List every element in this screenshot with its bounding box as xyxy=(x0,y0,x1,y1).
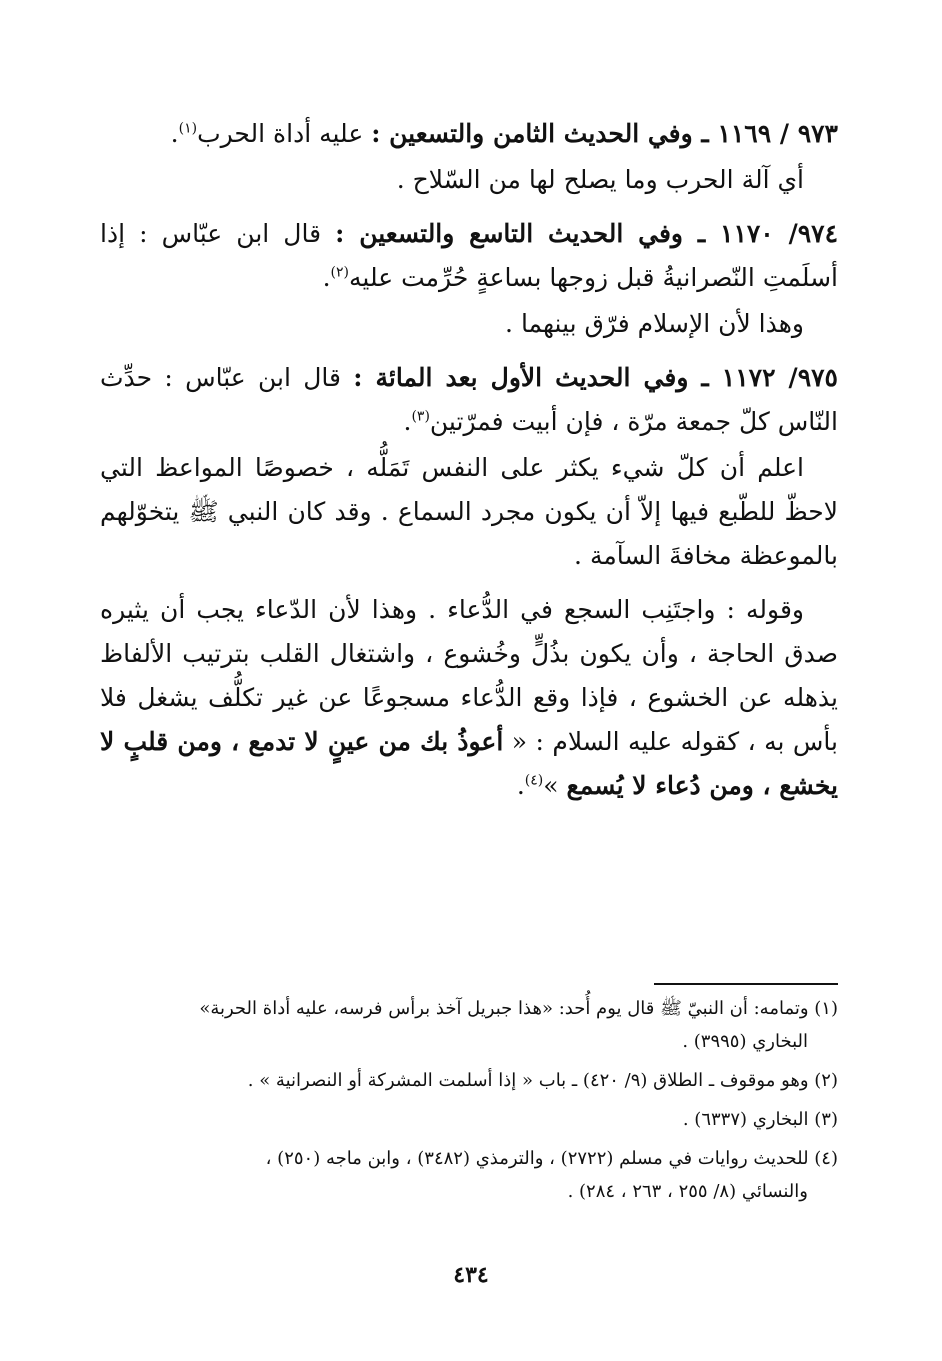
hadith-973-text: عليه أداة الحرب xyxy=(197,119,364,148)
footnote-ref-2[interactable]: (٢) xyxy=(330,264,350,281)
footnote-1-cont: البخاري (٣٩٩٥) . xyxy=(682,1031,808,1052)
main-text xyxy=(100,112,838,818)
hadith-975-text: قال ابن عبّاس : حدِّث النّاس كلّ جمعة مرّة ، فإن أبيت فمرّتين xyxy=(100,363,838,436)
commentary-975-a xyxy=(100,446,838,578)
hadith-974 xyxy=(100,212,838,300)
footnotes xyxy=(100,992,838,1214)
hadith-974-end: . xyxy=(322,263,331,292)
commentary-975-a-text: اعلم أن كلّ شيء يكثر على النفس تَمَلُّه ، خصوصًا المواعظ التي لاحظّ للطّبع فيها إلاّ أن يكون مجرد السماع . وقد كان النبي ﷺ يتخوّلهم بالموعظة مخافةَ السآمة . xyxy=(100,453,838,570)
hadith-975 xyxy=(100,356,838,444)
footnote-1-text: (١) وتمامه: أن النبيّ ﷺ قال يوم أُحد: «هذا جبريل آخذ برأس فرسه، عليه أداة الحربة» xyxy=(199,998,838,1019)
footnote-1 xyxy=(100,992,838,1058)
footnote-4-text: (٤) للحديث روايات في مسلم (٢٧٢٢) ، والترمذي (٣٤٨٢) ، وابن ماجه (٢٥٠) ، xyxy=(265,1148,838,1169)
footnote-4-cont: والنسائي (٨/ ٢٥٥ ، ٢٦٣ ، ٢٨٤) . xyxy=(567,1181,808,1202)
footnote-ref-4[interactable]: (٤) xyxy=(524,772,544,789)
footnote-divider xyxy=(654,983,838,985)
commentary-974 xyxy=(100,302,838,346)
footnote-ref-3[interactable]: (٣) xyxy=(411,408,430,425)
commentary-975-b-end: . xyxy=(516,771,525,800)
hadith-973-end: . xyxy=(170,119,179,148)
hadith-974-heading: ٩٧٤/ ١١٧٠ ـ وفي الحديث التاسع والتسعين : xyxy=(335,219,839,248)
hadith-973 xyxy=(100,112,838,156)
hadith-975-heading: ٩٧٥/ ١١٧٢ ـ وفي الحديث الأول بعد المائة : xyxy=(353,363,838,392)
commentary-973 xyxy=(100,158,838,202)
commentary-973-text: أي آلة الحرب وما يصلح لها من السّلاح . xyxy=(396,165,804,194)
footnote-4 xyxy=(100,1142,838,1208)
commentary-975-b xyxy=(100,588,838,808)
commentary-975-b-text: وقوله : واجتَنِب السجع في الدُّعاء . وهذا لأن الدّعاء يجب أن يثيره صدق الحاجة ، وأن يكون بذُلٍّ وخُشوع ، واشتغال القلب بترتيب الألفاظ يذهله عن الخشوع ، فإذا وقع الدُّعاء مسجوعًا عن غير تكلُّف يشغل فلا بأس به ، كقوله عليه السلام : « xyxy=(100,595,838,756)
footnote-3-text: (٣) البخاري (٦٣٣٧) . xyxy=(682,1109,838,1130)
hadith-975-end: . xyxy=(403,407,412,436)
footnote-3 xyxy=(100,1103,838,1136)
footnote-2-text: (٢) وهو موقوف ـ الطلاق (٩/ ٤٢٠) ـ باب « إذا أسلمت المشركة أو النصرانية » . xyxy=(247,1070,838,1091)
prophetic-quote: أعوذُ بك من عينٍ لا تدمع ، ومن قلبٍ لا يخشع ، ومن دُعاء لا يُسمع xyxy=(100,727,838,800)
hadith-973-heading: ٩٧٣ / ١١٦٩ ـ وفي الحديث الثامن والتسعين : xyxy=(371,119,838,148)
page-number: ٤٣٤ xyxy=(453,1262,489,1288)
footnote-ref-1[interactable]: (١) xyxy=(178,120,198,137)
commentary-974-text: وهذا لأن الإسلام فرّق بينهما . xyxy=(505,309,804,338)
quote-close: » xyxy=(543,771,559,800)
hadith-974-text: قال ابن عبّاس : إذا أسلَمتِ النّصرانيةُ قبل زوجها بساعةٍ حُرِّمت عليه xyxy=(100,219,838,292)
footnote-2 xyxy=(100,1064,838,1097)
